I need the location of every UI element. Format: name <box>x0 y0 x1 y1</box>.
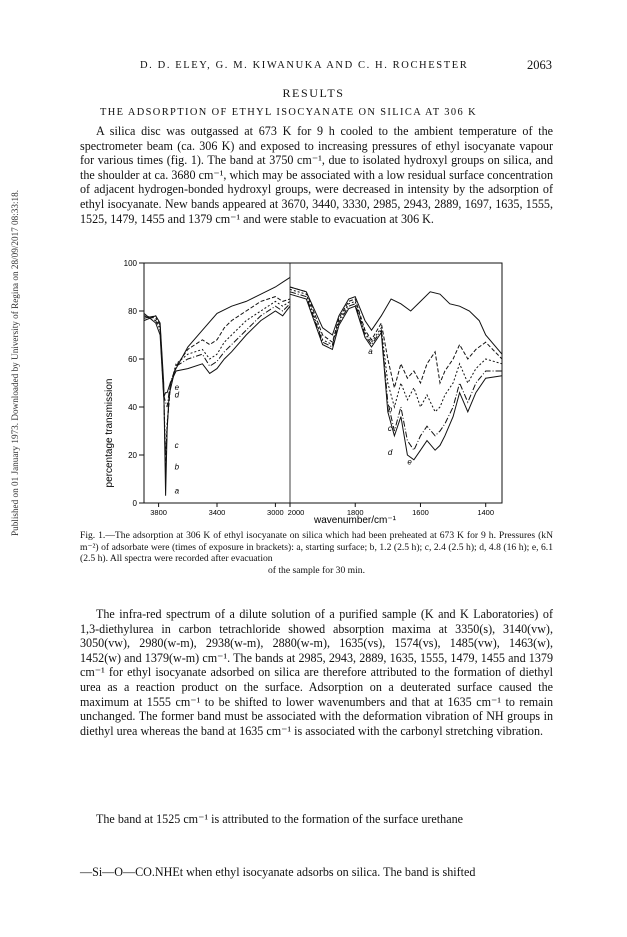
series-d-low-line <box>290 292 502 450</box>
x-tick-label-1800: 1800 <box>346 508 364 517</box>
paragraph-2 <box>80 607 553 738</box>
series-d-high-line <box>144 304 290 407</box>
download-notice-text: Published on 01 January 1973. Downloaded by University of Regina on 28/09/2017 08:33:18. <box>10 189 20 537</box>
urethane-formula: —Si—O—CO.NHEt when ethyl isocyanate adsorbs on silica. The band is shifted <box>80 865 476 879</box>
series-c-high-line <box>144 301 290 455</box>
paragraph-2-text: The infra-red spectrum of a dilute solution of a purified sample (K and K Laboratories) of 1,3-diethylurea in carbon tetrachloride showed absorption maxima at 3350(s), 3140(vw), 3050(vw), 2980(w-m), 2938(w-m), 2880(w-m), 1635(vs), 1574(vs), 1485(vw), 1463(w), 1452(w) and 1379(w-m) cm⁻¹. The bands at 2985, 2943, 2889, 1635, 1555, 1479, 1455 and 1379 cm⁻¹ for ethyl isocyanate adsorbed on silica are therefore attributed to the formation of diethyl urea as a reaction product on the surface. Adsorption on a deuterated surface caused the maximum at 1555 cm⁻¹ to be shifted to lower wavenumbers and that at 1635 cm⁻¹ to remain unchanged. The former band must be associated with the deformation vibration of NH groups in diethyl urea whereas the band at 1635 cm⁻¹ is associated with the carbonyl stretching vibration. <box>80 607 553 738</box>
download-notice <box>8 130 22 600</box>
x-axis-label: wavenumber/cm⁻¹ <box>314 515 396 525</box>
series-c-low-line <box>290 289 502 411</box>
figure-caption-line-1: Fig. 1.—The adsorption at 306 K of ethyl isocyanate on silica which had been preheated at 673 K for 9 h. Pressures (kN m⁻²) of adsorbate were (times of exposure in brackets): a, starting surface; b, 1.2 (2.5 h); c, 2.4 (2.5 h); d, 4.8 (16 h); e, 6.1 (2.5 h). All spectra were recorded after evacuation <box>80 530 553 565</box>
section-title: RESULTS <box>282 86 345 100</box>
series-e-low-line <box>290 294 502 460</box>
series-a-low-line <box>290 287 502 357</box>
paragraph-3-text: The band at 1525 cm⁻¹ is attributed to the formation of the surface urethane <box>96 812 463 826</box>
y-axis-label: percentage transmission <box>104 378 115 488</box>
x-tick-label-3800: 3800 <box>150 508 167 517</box>
y-tick-label-20: 20 <box>128 451 137 460</box>
running-head: D. D. ELEY, G. M. KIWANUKA AND C. H. ROCHESTER <box>140 60 469 71</box>
paragraph-1-text: A silica disc was outgassed at 673 K for 9 h cooled to the ambient temperature of the spectrometer beam (ca. 306 K) and exposed to increasing pressures of ethyl isocyanate vapour for various times (fig. 1). The band at 3750 cm⁻¹, due to isolated hydroxyl groups on silica, and the shoulder at ca. 3680 cm⁻¹, which may be associated with a low residual surface concentration of adjacent hydrogen-bonded hydroxyl groups, were decreased in intensity by the adsorption of ethyl isocyanate. New bands appeared at 3670, 3440, 3330, 2985, 2943, 2889, 1697, 1635, 1555, 1525, 1479, 1455 and 1379 cm⁻¹ and were stable to evacuation at 306 K. <box>80 124 553 226</box>
x-tick-label-3000: 3000 <box>267 508 284 517</box>
y-tick-label-100: 100 <box>123 259 137 268</box>
plot-frame <box>144 263 502 503</box>
series-b-high-line <box>144 297 290 472</box>
x-tick-label-1600: 1600 <box>412 508 429 517</box>
series-label-low-a: a <box>368 347 373 357</box>
series-label-c: c <box>174 440 179 450</box>
y-tick-label-80: 80 <box>128 307 137 316</box>
figure-caption <box>80 530 553 576</box>
series-label-e: e <box>174 383 180 393</box>
figure-caption-line-2: of the sample for 30 min. <box>268 564 365 576</box>
series-label-a: a <box>174 486 180 496</box>
page-number: 2063 <box>527 58 552 72</box>
y-tick-label-0: 0 <box>132 499 137 508</box>
series-label-b: b <box>174 462 180 472</box>
series-label-low-d: d <box>387 448 393 457</box>
series-label-d: d <box>174 390 180 400</box>
x-tick-label-3400: 3400 <box>208 508 226 517</box>
y-tick-label-60: 60 <box>128 355 137 364</box>
x-tick-label-2000: 2000 <box>287 508 305 517</box>
series-b-low-line <box>290 287 502 388</box>
subsection-title: THE ADSORPTION OF ETHYL ISOCYANATE ON SILICA AT 306 K <box>100 107 477 118</box>
paragraph-3 <box>80 812 553 827</box>
x-tick-label-1400: 1400 <box>477 508 495 517</box>
series-label-low-e: e <box>407 457 412 467</box>
series-label-low-b: b <box>387 404 393 414</box>
series-e-high-line <box>144 306 290 400</box>
paragraph-1 <box>80 124 553 226</box>
series-label-low-c: c <box>387 424 392 433</box>
spectrum-chart <box>90 255 550 525</box>
y-tick-label-40: 40 <box>128 403 137 412</box>
